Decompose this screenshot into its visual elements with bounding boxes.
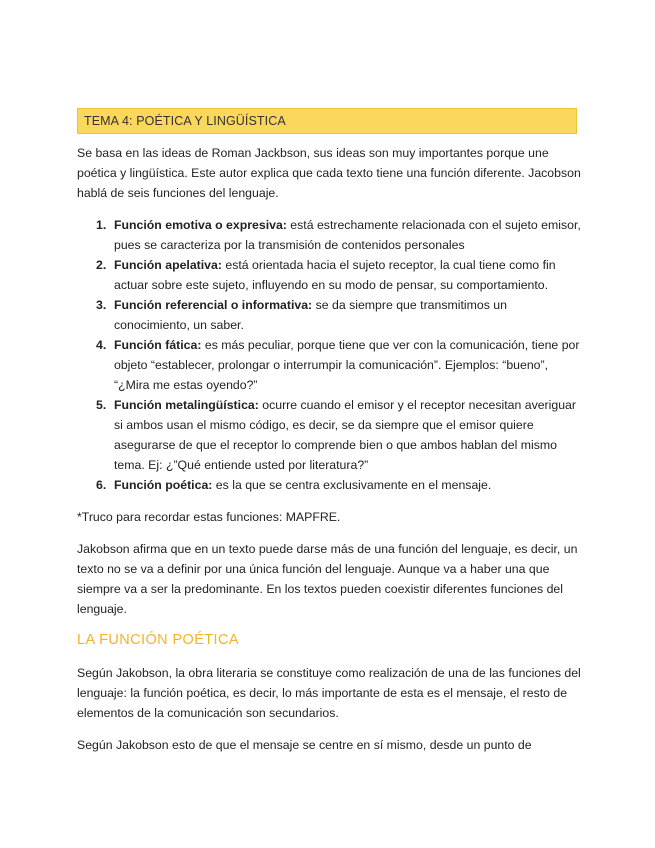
function-term: Función poética: [114, 478, 213, 492]
topic-title-banner [77, 108, 577, 134]
poetic-function-paragraph: Según Jakobson, la obra literaria se constituye como realización de una de las funciones del lenguaje: la función poética, es decir, lo más importante de esta es el mensaje, el resto de elementos de la comunicación son secundarios. [77, 666, 581, 720]
function-term: Función metalingüística: [114, 398, 259, 412]
function-description: ocurre cuando el emisor y el receptor necesitan averiguar si ambos usan el mismo código, es decir, se da siempre que el emisor quiere asegurarse de que el receptor lo comprende bien o que ambos hablan del mismo tema. Ej: ¿”Qué entiende usted por literatura?” [114, 398, 576, 472]
function-term: Función emotiva o expresiva: [114, 218, 287, 232]
mnemonic-note: *Truco para recordar estas funciones: MAPFRE. [77, 510, 341, 524]
function-description: es más peculiar, porque tiene que ver con la comunicación, tiene por objeto “establecer, prolongar o interrumpir la comunicación”. Ejemplos: “bueno”, “¿Mira me estas oyendo?” [114, 338, 580, 392]
language-functions-list [77, 215, 582, 495]
function-term: Función apelativa: [114, 258, 222, 272]
function-description: está orientada hacia el sujeto receptor, la cual tiene como fin actuar sobre este sujeto, influyendo en su modo de pensar, su comportamiento. [114, 258, 556, 292]
list-item [114, 335, 582, 395]
list-item [114, 255, 582, 295]
function-description: se da siempre que transmitimos un conocimiento, un saber. [114, 298, 507, 332]
section-heading: LA FUNCIÓN POÉTICA [77, 632, 239, 648]
list-item [114, 215, 582, 255]
document-body [77, 143, 582, 755]
intro-paragraph: Se basa en las ideas de Roman Jackbson, sus ideas son muy importantes porque une poética y lingüística. Este autor explica que cada texto tiene una función diferente. Jacobson hablá de seis funciones del lenguaje. [77, 146, 581, 200]
continuation-paragraph: Según Jakobson esto de que el mensaje se centre en sí mismo, desde un punto de [77, 738, 532, 752]
function-description: es la que se centra exclusivamente en el mensaje. [212, 478, 492, 492]
list-item [114, 475, 582, 495]
list-item [114, 295, 582, 335]
function-description: está estrechamente relacionada con el sujeto emisor, pues se caracteriza por la transmisión de contenidos personales [114, 218, 581, 252]
topic-title: TEMA 4: POÉTICA Y LINGÜÍSTICA [84, 114, 286, 128]
function-term: Función referencial o informativa: [114, 298, 313, 312]
list-item [114, 395, 582, 475]
multiple-functions-paragraph: Jakobson afirma que en un texto puede darse más de una función del lenguaje, es decir, un texto no se va a definir por una única función del lenguaje. Aunque va a haber una que siempre va a ser la predominante. En los textos pueden coexistir diferentes funciones del lenguaje. [77, 542, 578, 616]
function-term: Función fática: [114, 338, 202, 352]
